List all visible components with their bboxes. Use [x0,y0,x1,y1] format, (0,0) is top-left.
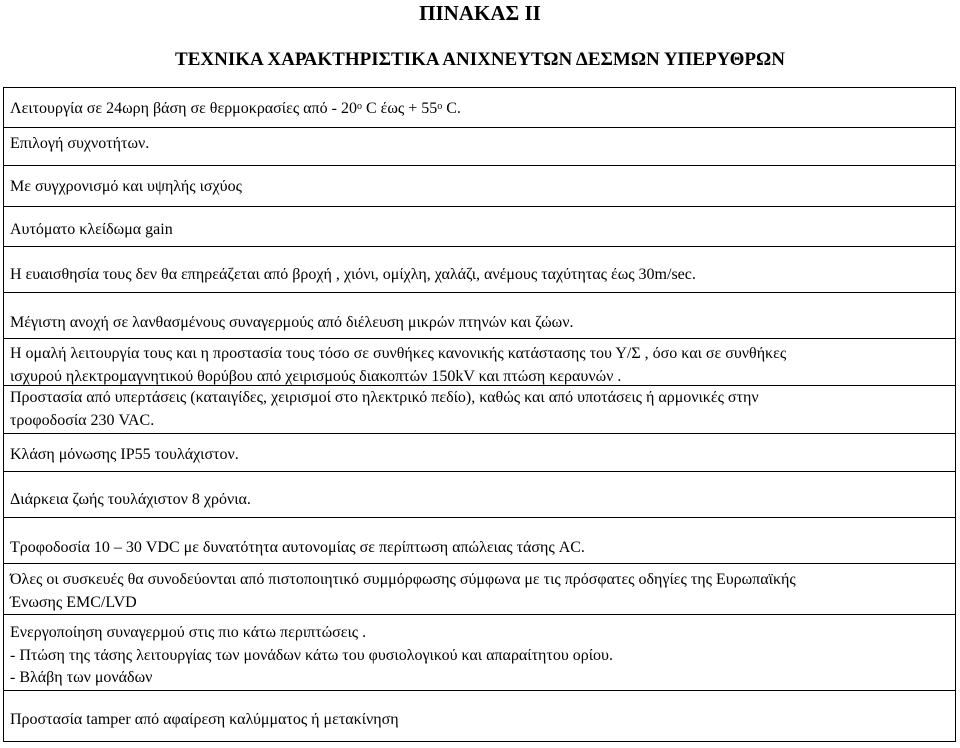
spec-emi-protection-line1: Η ομαλή λειτουργία τους και η προστασία τους τόσο σε συνθήκες κανονικής κατάστασης του Υ/Σ , όσο και σε συνθήκες [10,345,787,362]
spec-surge-protection-line1: Προστασία από υπερτάσεις (καταιγίδες, χειρισμοί στο ηλεκτρικό πεδίο), καθώς και από υποτάσεις ή αρμονικές στην [10,389,759,406]
spec-tamper-protection: Προστασία tamper από αφαίρεση καλύμματος ή μετακίνηση [10,711,399,728]
spec-power-supply: Τροφοδοσία 10 – 30 VDC με δυνατότητα αυτονομίας σε περίπτωση απώλειας τάσης AC. [10,539,585,556]
row-divider [4,127,955,128]
spec-alarm-activation-line1: Ενεργοποίηση συναγερμού στις πιο κάτω περιπτώσεις . [10,624,367,641]
row-divider [4,433,955,434]
row-divider [4,690,955,691]
row-divider [4,246,955,247]
row-divider [4,385,955,386]
table-heading: ΤΕΧΝΙΚΑ ΧΑΡΑΚΤΗΡΙΣΤΙΚΑ ΑΝΙΧΝΕΥΤΩΝ ΔΕΣΜΩΝ ΥΠΕΡΥΘΡΩΝ [175,49,785,70]
spec-certification-line1: Όλες οι συσκευές θα συνοδεύονται από πιστοποιητικό συμμόρφωσης σύμφωνα με τις πρόσφατες οδηγίες της Ευρωπαϊκής [10,571,796,588]
spec-surge-protection-line2: τροφοδοσία 230 VAC. [10,412,155,429]
row-divider [4,165,955,166]
spec-emi-protection-line2: ισχυρού ηλεκτρομαγνητικού θορύβου από χειρισμούς διακοπτών 150kV και πτώση κεραυνών . [10,368,622,385]
row-divider [4,338,955,339]
row-divider [4,292,955,293]
spec-ip-rating: Κλάση μόνωσης IP55 τουλάχιστον. [10,446,239,463]
row-divider [4,517,955,518]
spec-auto-gain-lock: Αυτόματο κλείδωμα gain [10,221,173,238]
row-divider [4,206,955,207]
spec-lifetime: Διάρκεια ζωής τουλάχιστον 8 χρόνια. [10,491,251,508]
row-divider [4,563,955,564]
spec-false-alarm-tolerance: Μέγιστη ανοχή σε λανθασμένους συναγερμούς από διέλευση μικρών πτηνών και ζώων. [10,314,574,331]
row-divider [4,471,955,472]
spec-weather-sensitivity: Η ευαισθησία τους δεν θα επηρεάζεται από βροχή , χιόνι, ομίχλη, χαλάζι, ανέμους ταχύτητας έως 30m/sec. [10,266,696,283]
spec-certification-line2: Ένωσης EMC/LVD [10,594,137,611]
row-divider [4,614,955,615]
spec-alarm-activation-line2: - Πτώση της τάσης λειτουργίας των μονάδων κάτω του φυσιολογικού και απαραίτητου ορίου. [10,647,613,664]
spec-frequency-selection: Επιλογή συχνοτήτων. [10,135,150,152]
spec-operating-temperature: Λειτουργία σε 24ωρη βάση σε θερμοκρασίες από - $20^o$ C $έ\omega\varsigma + 55^o$ C. [10,100,461,117]
page-title: ΠΙΝΑΚΑΣ ΙΙ [419,1,541,25]
spec-sync-power: Με συγχρονισμό και υψηλής ισχύος [10,178,242,195]
specs-table [3,87,956,742]
spec-alarm-activation-line3: - Βλάβη των μονάδων [10,669,153,686]
